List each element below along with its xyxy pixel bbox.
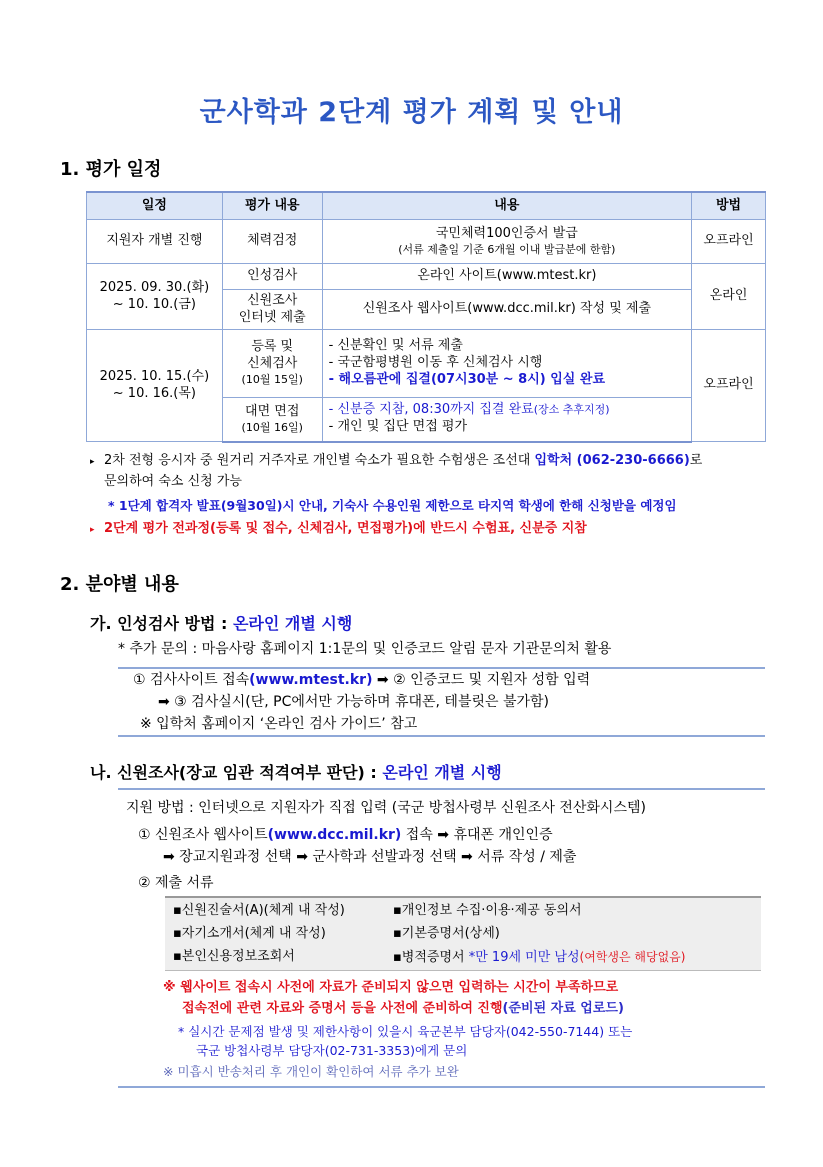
cell-text: 등록 및 xyxy=(251,339,294,355)
table-cell xyxy=(87,264,223,330)
cell-text: 대면 면접 xyxy=(245,403,300,419)
inquiry-note: * 추가 문의 : 마음사랑 홈페이지 1:1문의 및 인증코드 알림 문자 기관문의처 활용 xyxy=(118,641,612,657)
table-header: 방법 xyxy=(692,192,766,220)
warning-line-2 xyxy=(182,998,624,1019)
document-note: *만 19세 미만 남성 xyxy=(468,950,580,965)
test-step-1 xyxy=(133,669,590,691)
table-cell: 체력검정 xyxy=(222,220,322,264)
cell-subtext: (10월 16일) xyxy=(241,420,303,434)
heading-text: 나. 신원조사(장교 임관 적격여부 판단) : xyxy=(90,763,383,782)
note-announcement: * 1단계 합격자 발표(9월30일)시 안내, 기숙사 수용인원 제한으로 타지역 학생에 한해 신청받을 예정임 xyxy=(108,498,677,513)
cell-subtext: (10월 15일) xyxy=(241,373,303,387)
warning-text: 접속전에 관련 자료와 증명서 등을 사전에 준비하여 진행 xyxy=(182,1001,503,1016)
table-cell: 오프라인 xyxy=(692,220,766,264)
check-step-2: ② 제출 서류 xyxy=(138,875,214,891)
document-item: ▪신원진술서(A)(체계 내 작성) xyxy=(173,903,345,918)
table-cell: 오프라인 xyxy=(692,330,766,442)
check-step-1 xyxy=(138,824,553,846)
cell-text: - 신분확인 및 서류 제출 xyxy=(328,338,463,354)
heading-text: 가. 인성검사 방법 : xyxy=(90,614,233,633)
table-cell xyxy=(87,330,223,442)
step-link: (www.mtest.kr) xyxy=(249,672,373,688)
table-header-row xyxy=(87,192,766,220)
step-text: ① 신원조사 웹사이트 xyxy=(138,827,268,843)
table-cell xyxy=(222,398,322,442)
table-cell xyxy=(322,220,691,264)
test-step-2: ➡ ③ 검사실시(단, PC에서만 가능하며 휴대폰, 테블릿은 불가함) xyxy=(158,694,550,710)
triangle-bullet-icon: ▸ xyxy=(90,457,95,467)
cell-text-highlight: - 해오름관에 집결(07시30분 ~ 8시) 입실 완료 xyxy=(328,371,606,387)
note-text: 로 xyxy=(689,453,703,468)
check-step-1-cont: ➡ 장교지원과정 선택 ➡ 군사학과 선발과정 선택 ➡ 서류 작성 / 제출 xyxy=(163,849,577,865)
section1-heading: 1. 평가 일정 xyxy=(60,159,162,180)
cell-subtext: (서류 제출일 기준 6개월 이내 발급분에 한함) xyxy=(398,242,616,256)
step-text: ➡ ② 인증코드 및 지원자 성함 입력 xyxy=(372,672,591,688)
note-text: 문의하여 숙소 신청 가능 xyxy=(104,474,242,489)
table-row xyxy=(87,220,766,264)
cell-text: 인터넷 제출 xyxy=(238,309,306,325)
heading-highlight: 온라인 개별 시행 xyxy=(232,614,353,633)
document-item xyxy=(393,946,685,969)
schedule-table xyxy=(86,191,766,443)
document-note: (여학생은 해당없음) xyxy=(579,950,686,964)
cell-text: ~ 10. 16.(목) xyxy=(112,385,196,401)
note-lodging xyxy=(90,451,770,492)
page-title: 군사학과 2단계 평가 계획 및 안내 xyxy=(199,97,624,128)
apply-method: 지원 방법 : 인터넷으로 지원자가 직접 입력 (국군 방첩사령부 신원조사 전산화시스템) xyxy=(126,800,646,816)
cell-text: 국민체력100인증서 발급 xyxy=(435,225,578,241)
note-text: 2단계 평가 전과정(등록 및 접수, 신체검사, 면접평가)에 반드시 수험표, 신분증 지참 xyxy=(104,521,587,536)
table-cell xyxy=(222,330,322,398)
subsection-b-heading xyxy=(90,760,502,783)
section2-heading: 2. 분야별 내용 xyxy=(60,574,179,595)
cell-text: 2025. 09. 30.(화) xyxy=(99,279,210,295)
cell-text: - 국군함평병원 이동 후 신체검사 시행 xyxy=(328,355,543,371)
table-cell xyxy=(222,290,322,330)
note-required-items xyxy=(90,519,587,540)
heading-highlight: 온라인 개별 시행 xyxy=(382,763,502,782)
note-contact: 입학처 (062-230-6666) xyxy=(534,453,690,468)
table-header: 평가 내용 xyxy=(222,192,322,220)
table-row xyxy=(87,330,766,398)
document-item: ▪자기소개서(체계 내 작성) xyxy=(173,926,326,941)
step-text: ① 검사사이트 접속 xyxy=(133,672,250,688)
cell-subtext: (장소 추후지정) xyxy=(533,403,610,417)
triangle-bullet-icon: ▸ xyxy=(90,525,95,535)
document-item: ▪기본증명서(상세) xyxy=(393,926,500,941)
table-cell xyxy=(322,330,691,398)
step-text: 접속 ➡ 휴대폰 개인인증 xyxy=(401,827,553,843)
warning-line-1: ※ 웹사이트 접속시 사전에 자료가 준비되지 않으면 입력하는 시간이 부족하므로 xyxy=(163,980,619,995)
table-row xyxy=(87,264,766,290)
final-note: ※ 미흡시 반송처리 후 개인이 확인하여 서류 추가 보완 xyxy=(163,1064,459,1079)
document-item: ▪본인신용정보조회서 xyxy=(173,949,295,964)
table-cell: 온라인 xyxy=(692,264,766,330)
table-header: 내용 xyxy=(322,192,691,220)
cell-text-highlight xyxy=(329,402,687,419)
test-step-3: ※ 입학처 홈페이지 ‘온라인 검사 가이드’ 참고 xyxy=(140,716,418,732)
table-cell: 인성검사 xyxy=(222,264,322,290)
contact-line-2: 국군 방첩사령부 담당자(02-731-3353)에게 문의 xyxy=(196,1043,468,1058)
table-cell: 지원자 개별 진행 xyxy=(87,220,223,264)
cell-text: 신체검사 xyxy=(247,356,298,372)
contact-line-1: * 실시간 문제점 발생 및 제한사항이 있을시 육군본부 담당자(042-550-7144) 또는 xyxy=(178,1024,633,1039)
cell-text: - 신분증 지참, 08:30까지 집결 완료 xyxy=(328,402,534,418)
table-header: 일정 xyxy=(87,192,223,220)
table-cell: 신원조사 웹사이트(www.dcc.mil.kr) 작성 및 제출 xyxy=(322,290,691,330)
table-cell xyxy=(322,398,691,442)
cell-text: ~ 10. 10.(금) xyxy=(112,296,196,312)
cell-text: 2025. 10. 15.(수) xyxy=(99,368,210,384)
subsection-a-heading xyxy=(90,611,352,634)
note-text: 2차 전형 응시자 중 원거리 거주자로 개인별 숙소가 필요한 수험생은 조선대 xyxy=(104,453,535,468)
document-item: ▪개인정보 수집·이용·제공 동의서 xyxy=(393,903,582,918)
table-cell: 온라인 사이트(www.mtest.kr) xyxy=(322,264,691,290)
warning-note: (준비된 자료 업로드) xyxy=(502,1001,624,1016)
step-link: (www.dcc.mil.kr) xyxy=(267,827,402,843)
documents-list xyxy=(165,896,761,971)
document-text: ▪병적증명서 xyxy=(393,950,469,965)
cell-text: 신원조사 xyxy=(247,292,298,308)
cell-text: - 개인 및 집단 면접 평가 xyxy=(328,419,468,435)
